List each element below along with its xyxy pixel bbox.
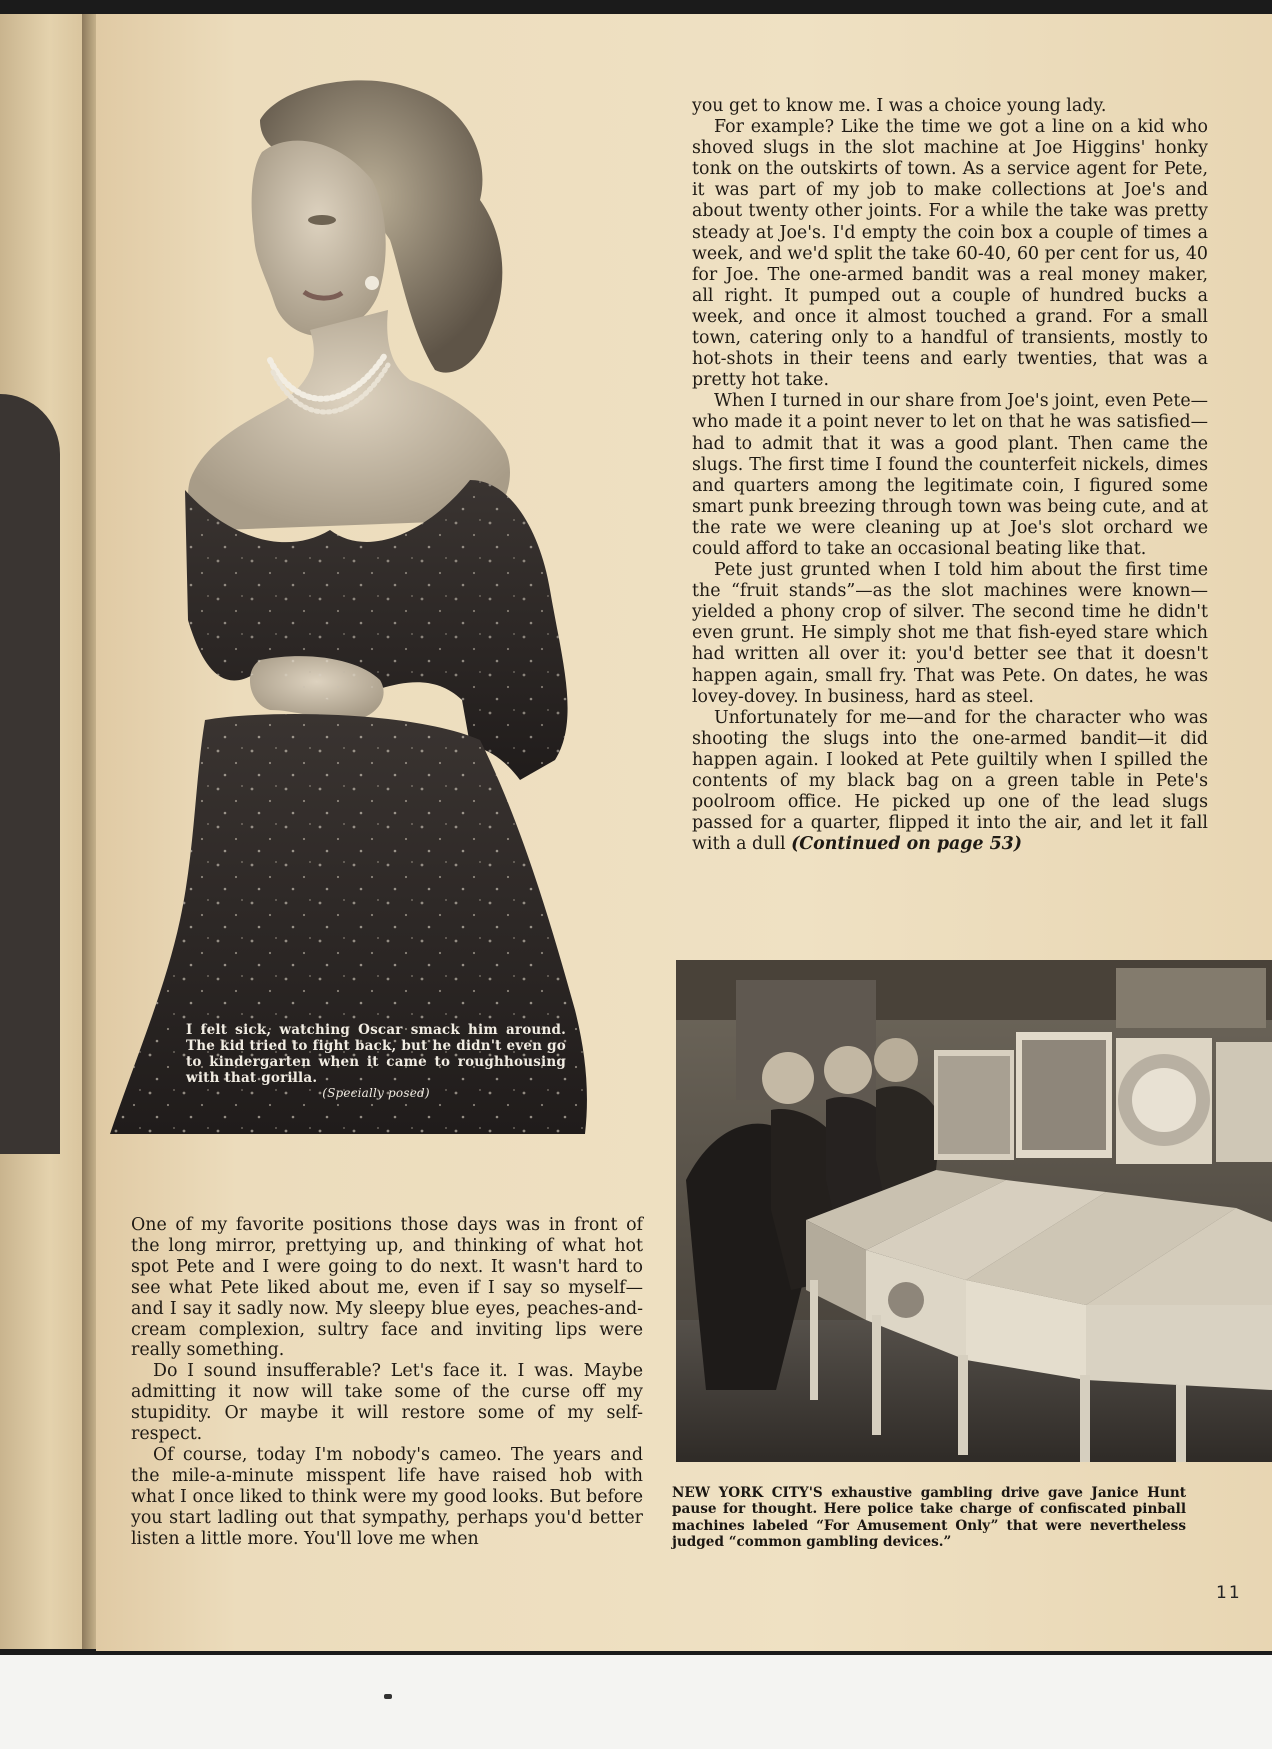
paragraph-with-continuation: [692, 708, 1208, 856]
woman-caption-credit: (Specially posed): [322, 1086, 430, 1100]
woman-photo: [110, 60, 646, 1134]
left-text-column: [131, 1215, 643, 1550]
previous-page-photo-fragment: [0, 394, 60, 1154]
paragraph: Do I sound insufferable? Let's face it. I was. Maybe admitting it now will take some of the curse off my stupidity. Or maybe it will restore some of my self-respect.: [131, 1361, 643, 1445]
scan-background: [0, 1655, 1272, 1749]
pinball-photo: [676, 960, 1272, 1462]
paragraph: Unfortunately for me—and for the character who was shooting the slugs into the one-armed bandit—it did happen again. I looked at Pete guiltily when I spilled the contents of my black bag on a green table in Pete's poolroom office. He picked up one of the lead slugs passed for a quarter, flipped it into the air, and let it fall with a dull: [692, 707, 1208, 855]
paragraph: Pete just grunted when I told him about the first time the “fruit stands”—as the slot machines were known—yielded a phony crop of silver. The second time he didn't even grunt. He simply shot me that fish-eyed stare which had written all over it: you'd better see that it doesn't happen again, small fry. That was Pete. On dates, he was lovey-dovey. In business, hard as steel.: [692, 560, 1208, 707]
paragraph: Of course, today I'm nobody's cameo. The years and the mile-a-minute misspent life have raised hob with what I once liked to think were my good looks. But before you start ladling out that sympathy, perhaps you'd better listen a little more. You'll love me when: [131, 1444, 643, 1549]
continued-note: (Continued on page 53): [791, 834, 1023, 855]
paragraph: When I turned in our share from Joe's joint, even Pete—who made it a point never to let on that he was satisfied—had to admit that it was a good plant. Then came the slugs. The first time I found the counterfeit nickels, dimes and quarters among the legitimate coin, I figured some smart punk breezing through town was being cute, and at the rate we were cleaning up at Joe's slot orchard we could afford to take an occasional beating like that.: [692, 391, 1208, 559]
paragraph: For example? Like the time we got a line on a kid who shoved slugs in the slot machine at Joe Higgins' honky tonk on the outskirts of town. As a service agent for Pete, it was part of my job to make collections at Joe's and about twenty other joints. For a while the take was pretty steady at Joe's. I'd empty the coin box a couple of times a week, and we'd split the take 60-40, 60 per cent for us, 40 for Joe. The one-armed bandit was a real money maker, all right. It pumped out a couple of hundred bucks a week, and once it almost touched a grand. For a small town, catering only to a handful of transients, mostly to hot-shots in their teens and early twenties, that was a pretty hot take.: [692, 117, 1208, 391]
right-text-column: [692, 96, 1208, 855]
woman-photo-caption: [186, 1022, 566, 1101]
pinball-photo-caption: NEW YORK CITY'S exhaustive gambling drive gave Janice Hunt pause for thought. Here police take charge of confiscated pinball machines labeled “For Amusement Only” that were nevertheless judged “common gambling devices.”: [672, 1485, 1186, 1550]
woman-caption-text: I felt sick, watching Oscar smack him around. The kid tried to fight back, but he didn't even go to kindergarten when it came to roughhousing with that gorilla.: [186, 1022, 566, 1086]
scan-speck: [384, 1694, 392, 1699]
previous-page-edge: [0, 14, 90, 1649]
page-number: 11: [1216, 1583, 1242, 1603]
paragraph: One of my favorite positions those days was in front of the long mirror, prettying up, and thinking of what hot spot Pete and I were going to do next. It wasn't hard to see what Pete liked about me, even if I say so myself—and I say it sadly now. My sleepy blue eyes, peaches-and-cream complexion, sultry face and inviting lips were really something.: [131, 1215, 643, 1361]
paragraph: you get to know me. I was a choice young lady.: [692, 96, 1107, 116]
